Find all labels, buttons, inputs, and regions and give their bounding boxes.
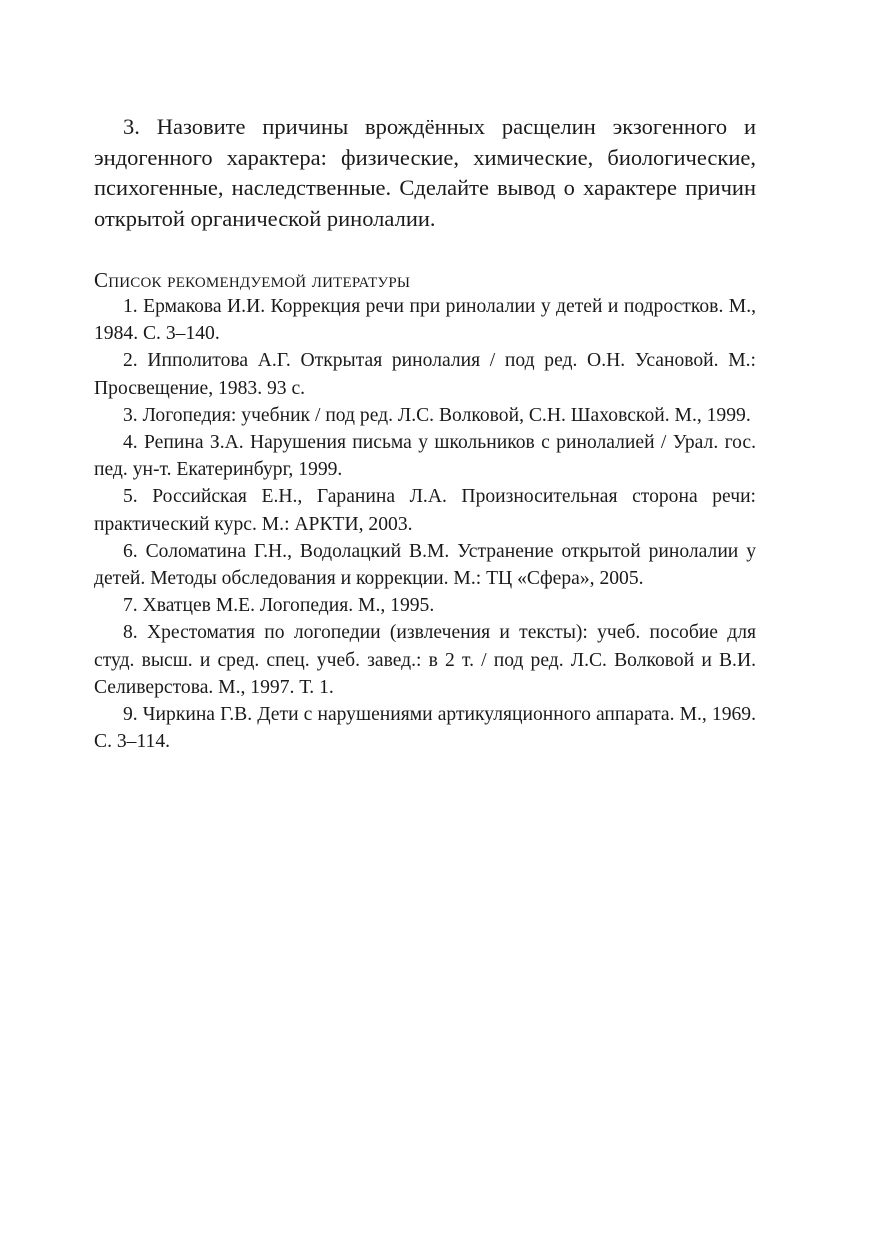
bibliography-item: 5. Российская Е.Н., Гаранина Л.А. Произносительная сторона речи: практический курс. М.: АРКТИ, 2003. [94, 486, 756, 535]
bibliography-item: 2. Ипполитова А.Г. Открытая ринолалия / под ред. О.Н. Усановой. М.: Просвещение, 1983. 93 с. [94, 350, 756, 399]
bibliography-item: 9. Чиркина Г.В. Дети с нарушениями артикуляционного аппарата. М., 1969. С. 3–114. [94, 704, 756, 753]
bibliography-heading: Список рекомендуемой литературы [94, 268, 411, 292]
bibliography-item: 4. Репина З.А. Нарушения письма у школьников с ринолалией / Урал. гос. пед. ун-т. Екатеринбург, 1999. [94, 432, 756, 481]
question-paragraph: 3. Назовите причины врождённых расщелин экзогенного и эндогенного характера: физические, химические, биологические, психогенные, наследственные. Сделайте вывод о характере причин открытой органической ринолалии. [94, 114, 756, 231]
document-page [94, 112, 756, 755]
bibliography-item: 7. Хватцев М.Е. Логопедия. М., 1995. [123, 595, 435, 617]
bibliography-item: 3. Логопедия: учебник / под ред. Л.С. Волковой, С.Н. Шаховской. М., 1999. [123, 404, 751, 426]
bibliography-list [94, 293, 756, 755]
bibliography-item: 1. Ермакова И.И. Коррекция речи при ринолалии у детей и подростков. М., 1984. С. 3–140. [94, 296, 756, 345]
bibliography-item: 6. Соломатина Г.Н., Водолацкий В.М. Устранение открытой ринолалии у детей. Методы обследования и коррекции. М.: ТЦ «Сфера», 2005. [94, 540, 756, 590]
bibliography-item: 8. Хрестоматия по логопедии (извлечения и тексты): учеб. пособие для студ. высш. и сред. спец. учеб. завед.: в 2 т. / под ред. Л.С. Волковой и В.И. Селиверстова. М., 1997. Т. 1. [94, 622, 756, 698]
